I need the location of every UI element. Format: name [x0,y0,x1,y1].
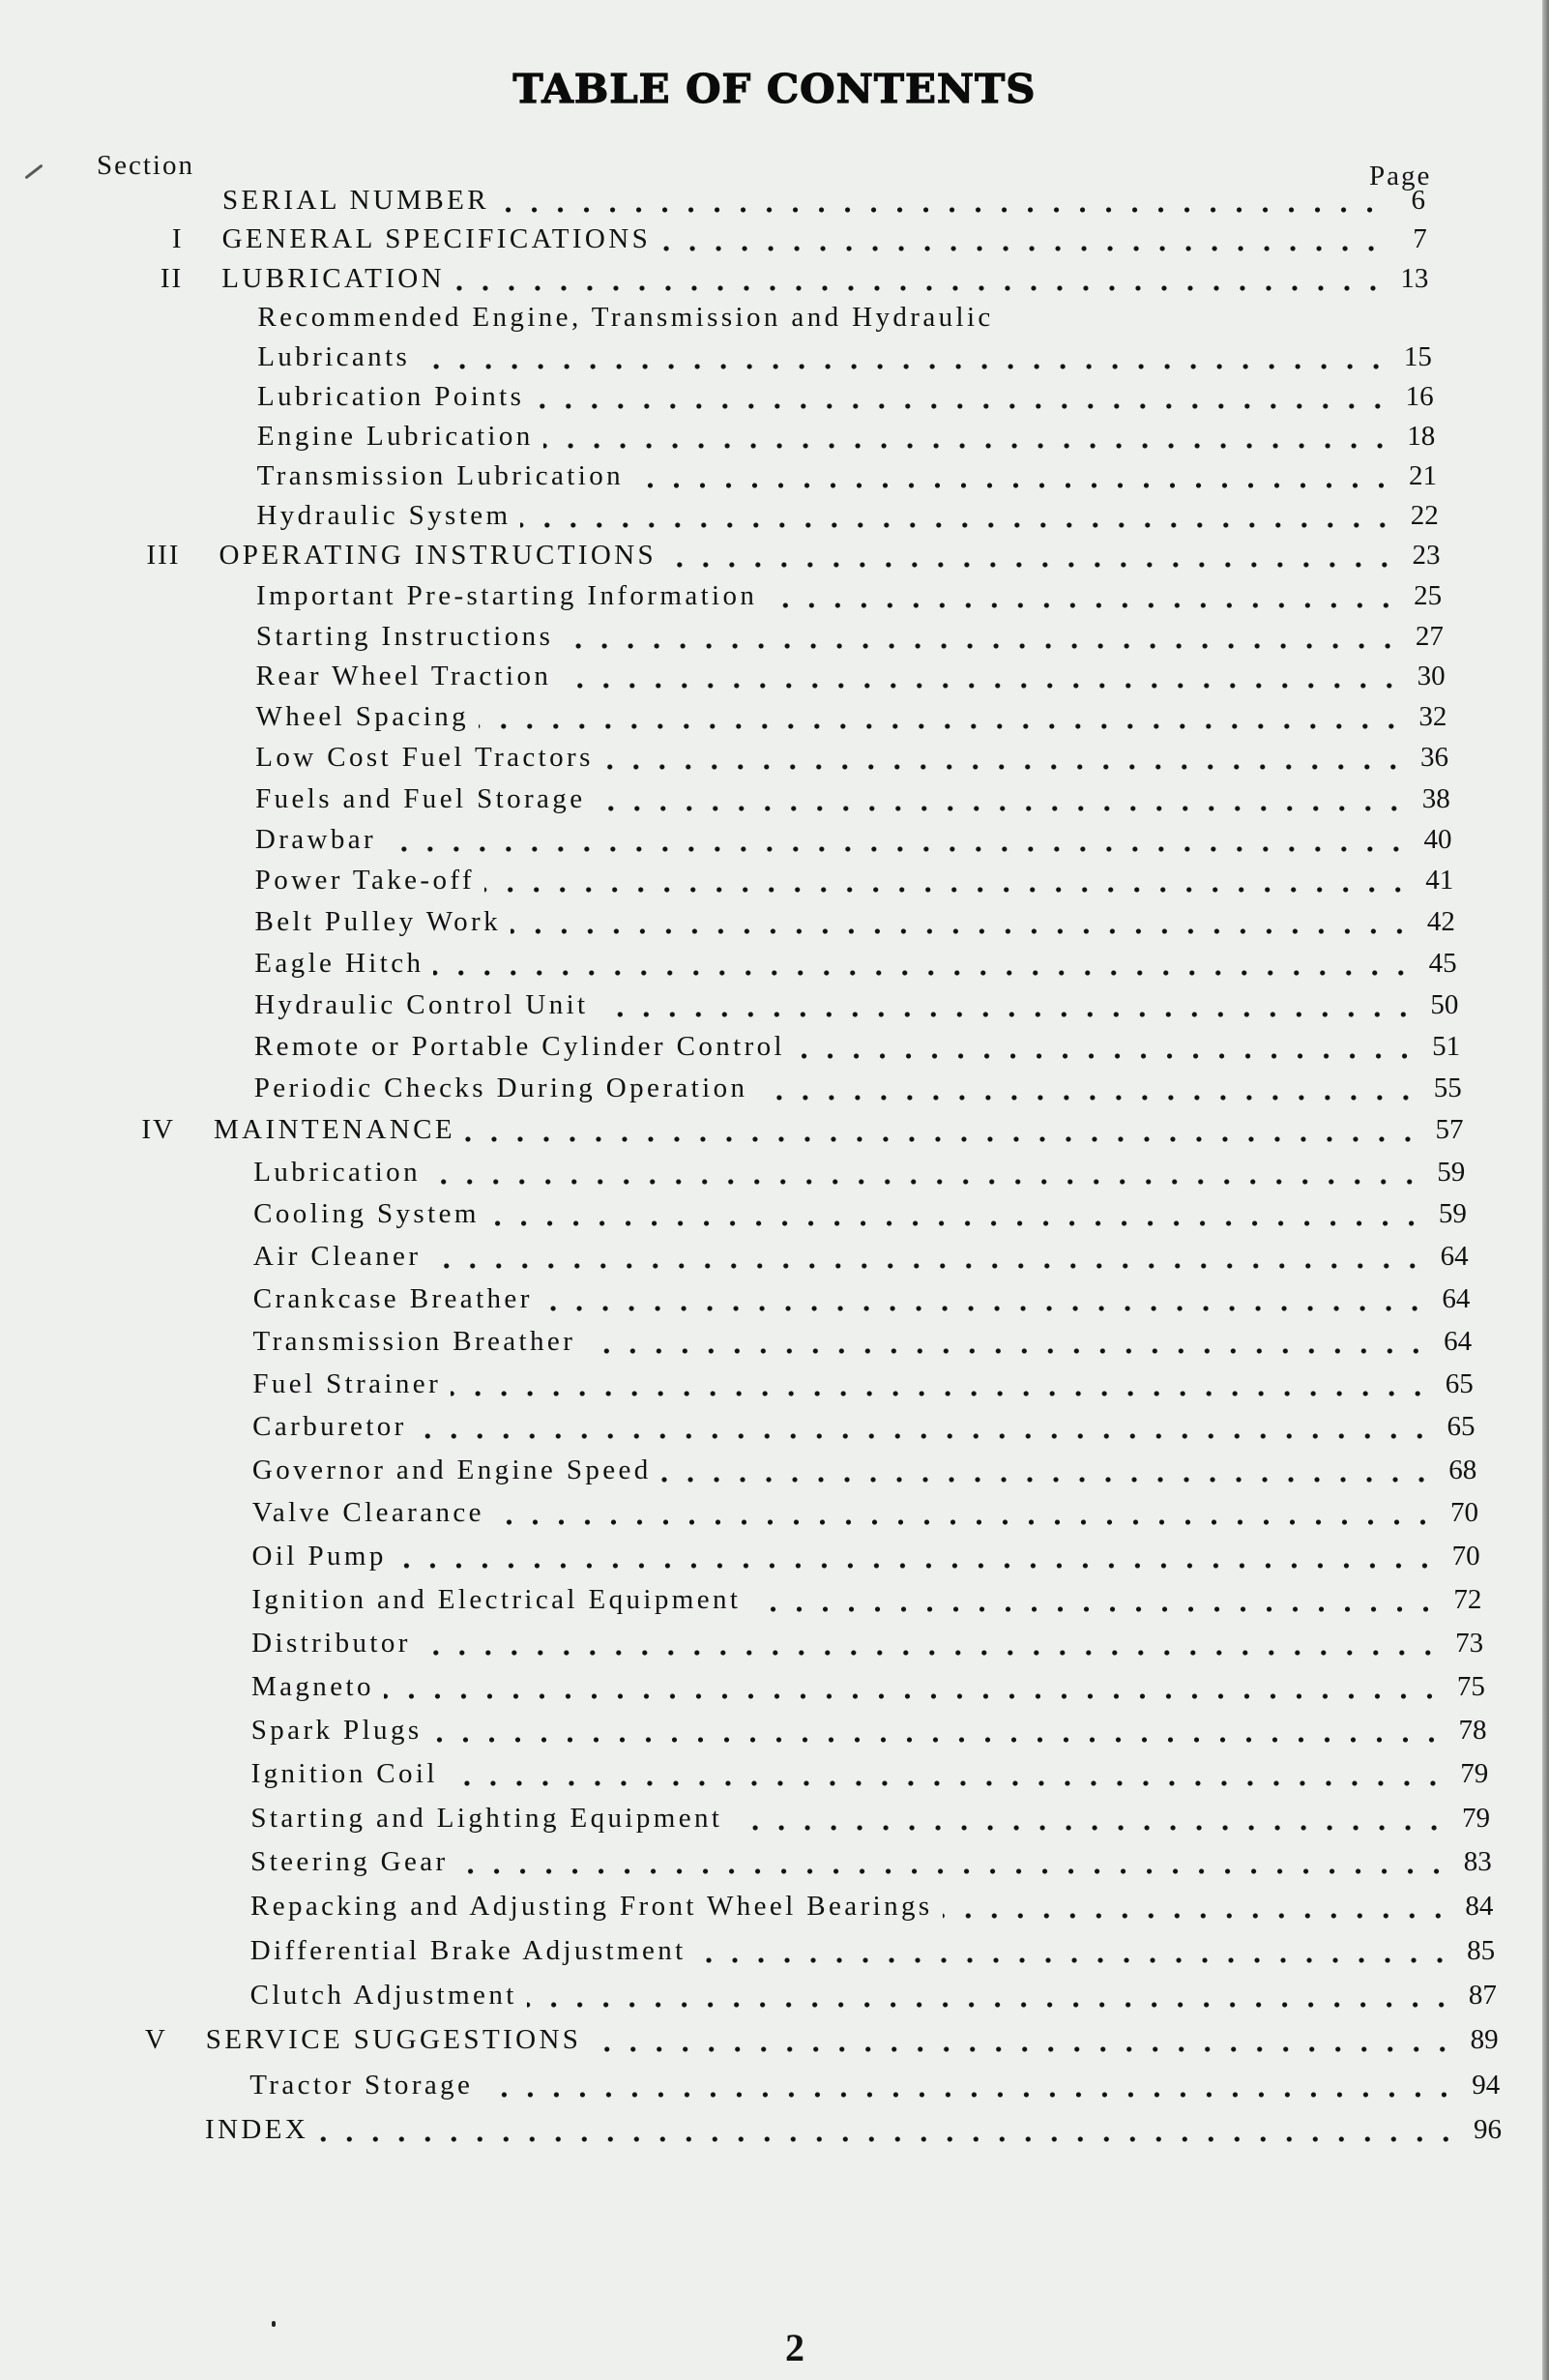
entry-page-number: 7 [1413,223,1427,255]
entry-page-number: 36 [1420,742,1449,774]
dot-leader [757,1086,1418,1109]
entry-page-number: 89 [1470,2024,1499,2056]
toc-subentry[interactable] [250,1846,1492,1885]
entry-label: SERVICE SUGGESTIONS [205,2024,582,2056]
entry-label: Hydraulic System [256,500,511,532]
entry-page-number: 6 [1411,185,1425,216]
entry-label: Fuels and Fuel Storage [255,782,586,814]
entry-page-number: 40 [1423,823,1452,855]
toc-section-entry[interactable] [214,1114,1464,1153]
entry-page-number: 94 [1472,2069,1501,2101]
entry-label: Air Cleaner [252,1240,422,1272]
toc-subentry[interactable] [253,1283,1471,1322]
dot-leader [451,1382,1431,1405]
page-column-header: Page [1369,161,1432,191]
entry-label: Engine Lubrication [256,420,534,452]
entry-label: Wheel Spacing [255,701,470,733]
entry-label: SERIAL NUMBER [222,185,489,216]
toc-subentry[interactable] [256,580,1442,619]
toc-subentry[interactable] [255,701,1447,740]
entry-label: Spark Plugs [250,1714,423,1746]
entry-page-number: 41 [1425,865,1454,896]
entry-label: Cooling System [253,1198,480,1230]
toc-subentry[interactable] [250,1935,1495,1974]
entry-label: INDEX [205,2114,309,2146]
entry-label: Distributor [251,1627,411,1659]
dot-leader [454,277,1386,300]
dot-leader [318,2128,1459,2151]
dot-leader [386,837,1409,861]
entry-page-number: 27 [1415,620,1444,652]
entry-page-number: 84 [1465,1891,1494,1923]
dot-leader [542,1297,1428,1320]
dot-leader [430,1254,1425,1278]
entry-page-number: 57 [1435,1114,1464,1146]
dot-leader [465,1128,1420,1151]
dot-leader [432,1728,1445,1751]
entry-page-number: 42 [1426,905,1455,937]
entry-page-number: 30 [1417,661,1446,692]
entry-label: Rear Wheel Traction [255,661,552,692]
dot-leader [417,1425,1433,1448]
section-numeral: V [144,2024,167,2056]
dot-leader [599,1003,1417,1026]
dot-leader [603,755,1406,779]
entry-label: Important Pre-starting Information [256,579,758,611]
dot-leader [396,1554,1438,1577]
dot-leader [489,1212,1424,1235]
toc-subentry[interactable] [256,621,1444,660]
entry-label: Lubrication Points [257,380,525,412]
dot-leader [767,594,1399,617]
entry-page-number: 72 [1453,1583,1482,1615]
entry-label: Differential Brake Adjustment [249,1935,687,1967]
dot-leader [795,1044,1417,1068]
toc-section-entry[interactable] [222,223,1427,262]
section-column-header: Section [97,150,194,181]
dot-leader [696,1949,1453,1972]
entry-page-number: 55 [1433,1072,1462,1103]
entry-page-number: 25 [1414,579,1443,611]
entry-page-number: 45 [1428,947,1457,979]
toc-subentry[interactable] [250,1980,1497,2018]
toc-subentry[interactable] [257,381,1434,420]
entry-label: Transmission Breather [252,1325,576,1357]
dot-leader [543,434,1393,457]
entry-label: Tractor Storage [249,2069,474,2101]
toc-subentry[interactable] [251,1584,1481,1623]
toc-subentry[interactable] [257,341,1432,380]
toc-section-entry[interactable] [219,540,1440,578]
dot-leader [561,674,1402,697]
toc-subentry[interactable] [255,865,1454,903]
toc-subentry[interactable] [253,1326,1473,1365]
dot-leader [384,1685,1443,1708]
entry-label: Low Cost Fuel Tractors [255,742,594,774]
section-numeral: III [146,540,181,572]
entry-page-number: 64 [1442,1282,1471,1314]
page-title: TABLE OF CONTENTS [512,66,1037,112]
entry-label: Recommended Engine, Transmission and Hydraulic [257,302,994,334]
section-numeral: IV [141,1114,175,1146]
dot-leader [591,2038,1455,2061]
entry-page-number: 96 [1474,2114,1502,2146]
entry-label: Transmission Lubrication [256,459,625,491]
toc-subentry[interactable] [254,1072,1462,1111]
entry-page-number: 51 [1432,1030,1461,1062]
dot-leader [458,1860,1449,1883]
toc-subentry[interactable] [251,1715,1487,1753]
entry-page-number: 75 [1456,1670,1485,1702]
dot-leader [732,1816,1447,1839]
toc-subentry[interactable] [256,500,1438,539]
toc-subentry[interactable] [253,1241,1469,1279]
dot-leader [482,2083,1457,2106]
toc-subentry[interactable] [251,1671,1485,1710]
entry-label: Hydraulic Control Unit [254,988,589,1020]
entry-page-number: 22 [1410,500,1439,532]
entry-label: Clutch Adjustment [249,1980,517,2012]
dot-leader [421,1641,1441,1664]
entry-label: Ignition and Electrical Equipment [251,1583,742,1615]
entry-label: Drawbar [254,823,377,855]
toc-subentry[interactable] [254,948,1456,986]
entry-page-number: 70 [1451,1540,1480,1572]
dot-leader [585,1339,1429,1363]
entry-page-number: 38 [1421,782,1450,814]
entry-page-number: 65 [1445,1367,1474,1399]
entry-page-number: 70 [1449,1497,1478,1529]
entry-page-number: 59 [1437,1156,1466,1188]
page-edge [1542,0,1549,2380]
entry-page-number: 79 [1460,1758,1489,1790]
entry-page-number: 32 [1418,701,1447,733]
entry-label: Starting Instructions [255,620,554,652]
toc-subentry[interactable] [257,460,1437,499]
entry-label: Belt Pulley Work [254,905,501,937]
toc-subentry[interactable] [251,1758,1489,1797]
entry-label: Crankcase Breather [252,1282,533,1314]
dot-leader [499,198,1383,221]
entry-label: Governor and Engine Speed [251,1454,652,1485]
entry-page-number: 65 [1447,1411,1476,1443]
toc-subentry[interactable] [255,742,1448,780]
entry-page-number: 15 [1403,340,1432,372]
toc-subentry[interactable] [252,1368,1473,1407]
dot-leader [430,1170,1422,1193]
toc-subentry[interactable] [251,1628,1483,1666]
dot-leader [595,797,1407,820]
entry-page-number: 64 [1440,1240,1469,1272]
toc-section-entry[interactable] [205,2114,1502,2153]
toc-section-entry[interactable] [222,185,1425,223]
dot-leader [666,553,1397,576]
pencil-tick-mark [24,164,43,180]
toc-section-entry[interactable] [206,2024,1499,2063]
dot-leader [661,1468,1435,1491]
dot-leader [943,1904,1451,1927]
entry-page-number: 73 [1455,1627,1484,1659]
toc-subentry[interactable] [252,1411,1475,1450]
entry-page-number: 83 [1463,1846,1492,1878]
entry-label: Eagle Hitch [254,947,424,979]
entry-label: LUBRICATION [221,262,445,294]
entry-label: Oil Pump [251,1540,387,1572]
dot-leader [534,395,1390,418]
dot-leader [420,355,1389,378]
entry-page-number: 78 [1458,1714,1487,1746]
toc-subentry[interactable] [252,1497,1478,1536]
entry-page-number: 59 [1438,1198,1467,1230]
entry-label: Ignition Coil [250,1758,438,1790]
entry-page-number: 87 [1468,1980,1497,2012]
dot-leader [520,514,1395,537]
toc-subentry[interactable] [250,1891,1493,1929]
print-speck [272,2321,276,2327]
entry-page-number: 13 [1400,262,1429,294]
entry-label: Lubrication [253,1156,421,1188]
entry-label: Lubricants [257,340,411,372]
dot-leader [511,920,1413,943]
dot-leader [494,1511,1436,1534]
toc-subentry[interactable] [253,1198,1467,1237]
entry-page-number: 16 [1405,380,1434,412]
section-numeral: I [171,223,184,255]
entry-label: Steering Gear [250,1846,449,1878]
toc-subentry[interactable] [255,783,1450,822]
toc-subentry[interactable] [254,906,1454,945]
entry-page-number: 18 [1407,420,1436,452]
page-number-footer: 2 [785,2326,804,2369]
toc-subentry[interactable] [254,1031,1460,1070]
dot-leader [633,474,1394,497]
entry-label: GENERAL SPECIFICATIONS [221,223,652,255]
dot-leader [563,634,1401,658]
entry-label: Starting and Lighting Equipment [250,1802,723,1834]
entry-label: Repacking and Adjusting Front Wheel Bearings [249,1891,933,1923]
entry-label: Fuel Strainer [252,1367,442,1399]
entry-page-number: 79 [1461,1802,1490,1834]
entry-page-number: 21 [1409,459,1438,491]
toc-subentry[interactable] [250,1803,1490,1841]
entry-page-number: 23 [1412,540,1441,572]
entry-label: Periodic Checks During Operation [253,1072,748,1103]
toc-subentry[interactable] [252,1454,1476,1493]
entry-page-number: 50 [1430,988,1459,1020]
toc-subentry[interactable] [257,421,1435,459]
entry-label: Remote or Portable Cylinder Control [253,1030,785,1062]
entry-label: Power Take-off [254,865,475,896]
toc-subentry[interactable] [256,661,1446,699]
toc-subentry[interactable] [253,1157,1465,1195]
toc-subentry[interactable] [254,989,1458,1028]
dot-leader [660,237,1385,260]
toc-subentry[interactable] [249,2070,1500,2108]
dot-leader [479,715,1404,738]
entry-label: Valve Clearance [251,1497,484,1529]
dot-leader [484,878,1411,901]
toc-subentry[interactable] [257,302,1430,340]
dot-leader [527,1993,1454,2016]
entry-label: Magneto [250,1670,374,1702]
dot-leader [433,961,1414,984]
entry-page-number: 85 [1467,1935,1496,1967]
section-numeral: II [160,262,184,294]
toc-subentry[interactable] [252,1541,1480,1579]
toc-subentry[interactable] [255,824,1452,863]
entry-page-number: 68 [1448,1454,1477,1485]
entry-label: MAINTENANCE [214,1114,456,1146]
toc-section-entry[interactable] [221,263,1428,302]
entry-label: OPERATING INSTRUCTIONS [219,540,658,572]
dot-leader [448,1772,1446,1795]
entry-page-number: 64 [1444,1325,1473,1357]
dot-leader [750,1598,1439,1621]
entry-label: Carburetor [252,1411,407,1443]
